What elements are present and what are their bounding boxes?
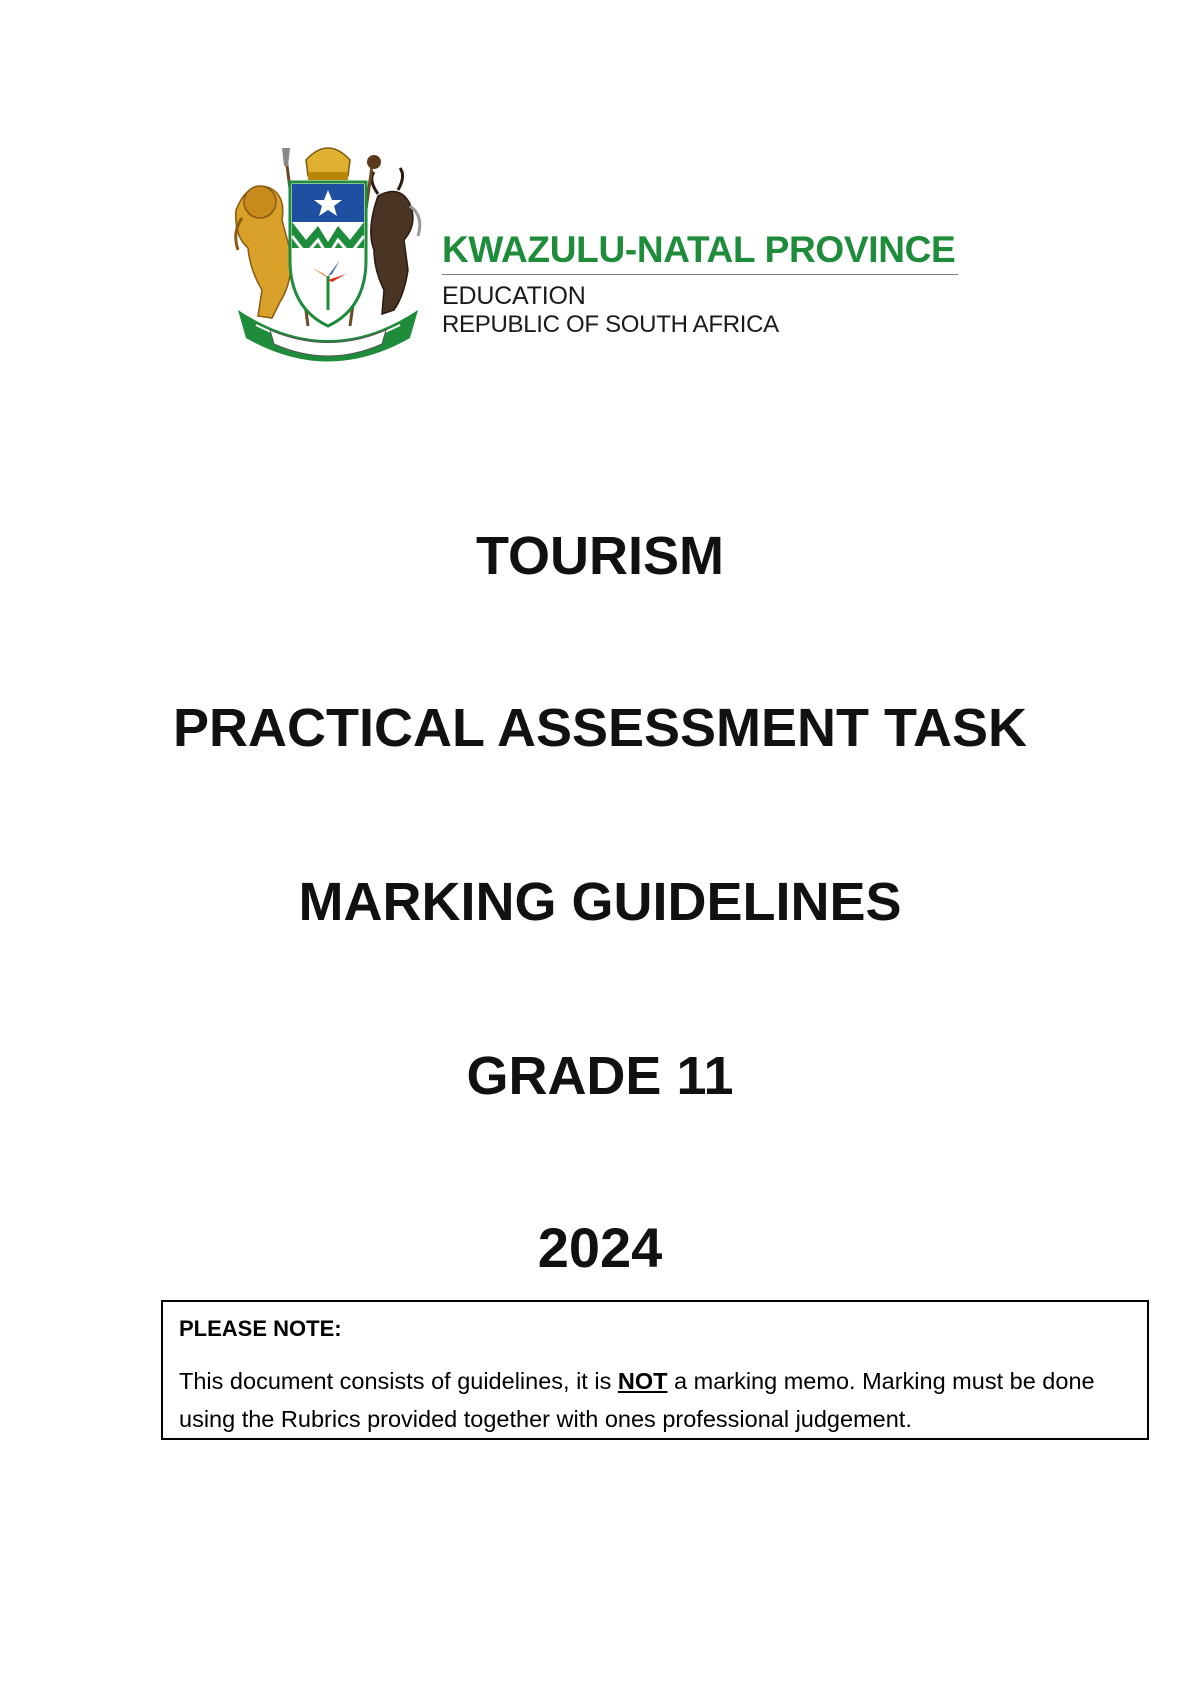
note-emphasis: NOT	[617, 1368, 668, 1394]
coat-of-arms-icon	[228, 140, 428, 375]
grade-title: GRADE 11	[466, 1046, 734, 1106]
letterhead	[228, 140, 988, 375]
department-name: EDUCATION	[442, 282, 586, 310]
subject-title: TOURISM	[475, 526, 724, 586]
note-heading: PLEASE NOTE:	[179, 1316, 342, 1341]
header-divider	[442, 274, 958, 275]
year-title: 2024	[537, 1216, 663, 1279]
country-name: REPUBLIC OF SOUTH AFRICA	[442, 311, 779, 338]
province-name: KWAZULU-NATAL PROVINCE	[442, 229, 956, 270]
department-identity	[442, 230, 962, 339]
note-body	[179, 1362, 1131, 1438]
guidelines-title: MARKING GUIDELINES	[298, 872, 902, 932]
please-note-box	[161, 1300, 1149, 1440]
note-text-start: This document consists of guidelines, it is	[179, 1368, 618, 1394]
task-title: PRACTICAL ASSESSMENT TASK	[172, 698, 1028, 758]
note-text-end: a marking memo. Marking must be done using the Rubrics provided together with ones professional judgement.	[179, 1368, 1095, 1432]
